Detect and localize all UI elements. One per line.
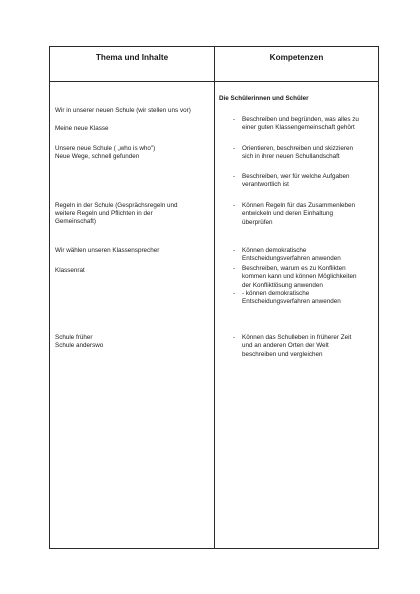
bullet-dash: - — [233, 116, 236, 123]
bullet-dash: - — [233, 247, 236, 254]
bullet-dash: - — [233, 202, 236, 209]
theme-line: Wir wählen unseren Klassensprecher — [55, 247, 160, 254]
header-row — [50, 47, 379, 82]
bullet-dash: - — [233, 290, 236, 297]
theme-line: Unsere neue Schule ( „who is who") — [55, 145, 156, 152]
themes-cell — [50, 82, 215, 549]
theme-line: Neue Wege, schnell gefunden — [55, 153, 140, 160]
competences-heading: Die Schülerinnen und Schüler — [219, 95, 309, 102]
bullet-dash: - — [233, 173, 236, 180]
theme-line: Schule anderswo — [55, 342, 104, 349]
header-competences: Kompetenzen — [215, 47, 379, 82]
theme-line: Wir in unserer neuen Schule (wir stellen uns vor) — [55, 107, 191, 114]
competences-cell: Die Schülerinnen und Schüler - Beschreiben und begründen, was alles zu einer guten Klassengemeinschaft gehört - Orientieren, beschreiben und skizzieren sich in ihrer neuen Schullandschaft - Beschreiben, wer für welche Aufgaben verantwortlich ist - Können Regeln für das Zusammenleben entwickeln und deren Einhaltung überprüfen - Können demokratische Entscheidungsverfahren anwenden - Beschreiben, warum es zu Konflikten kommen kann und können Möglichkeiten der Konfliktlösung anwenden - - können demokratische Entscheidungsverfahren anwenden - Können das Schulleben in früherer Zeit und an anderen Orten der Welt beschreiben und vergleichen — [215, 82, 379, 549]
bullet-dash: - — [233, 145, 236, 152]
header-themes: Thema und Inhalte — [50, 47, 215, 82]
theme-line: Schule früher — [55, 334, 93, 341]
theme-line: Klassenrat — [55, 267, 85, 274]
curriculum-table — [49, 46, 379, 549]
bullet-dash: - — [233, 265, 236, 272]
theme-line: Gemeinschaft) — [55, 218, 96, 225]
bullet-dash: - — [233, 334, 236, 341]
theme-line: Meine neue Klasse — [55, 125, 109, 132]
content-row — [50, 82, 379, 549]
theme-line: weitere Regeln und Pflichten in der — [55, 210, 153, 217]
theme-line: Regeln in der Schule (Gesprächsregeln und — [55, 202, 178, 209]
